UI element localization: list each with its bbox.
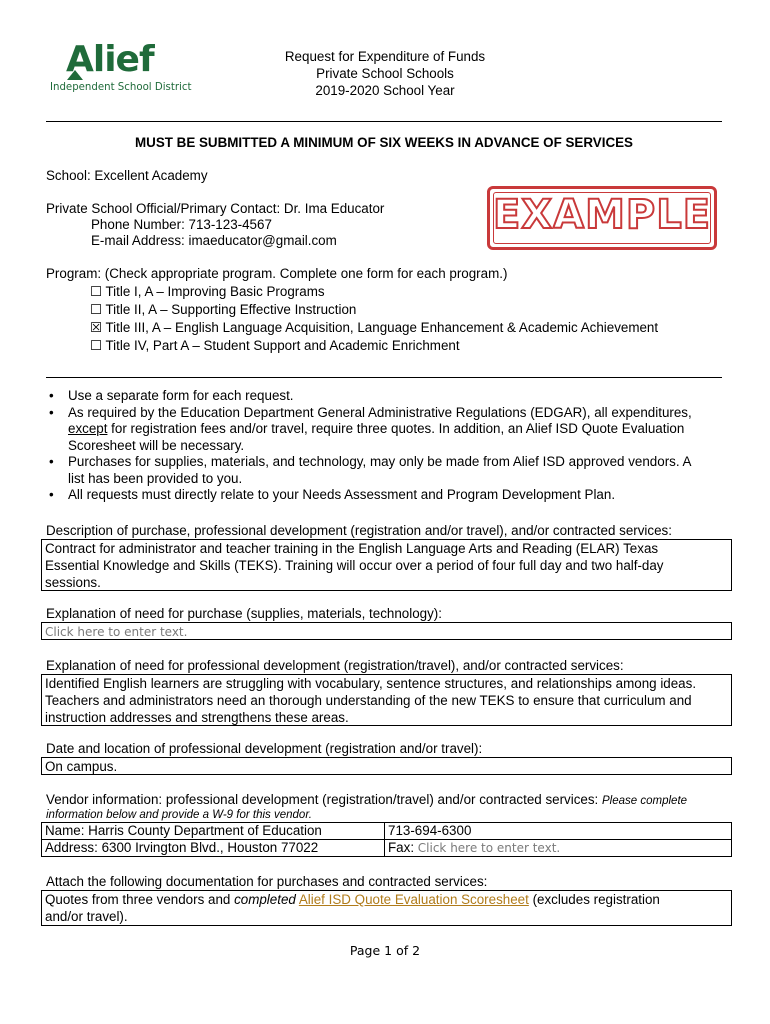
instruction-text: Purchases for supplies, materials, and technology, may only be made from Alief ISD approved vendors. A: [68, 454, 692, 469]
checkbox-icon[interactable]: ☐: [90, 284, 103, 299]
field-text: Essential Knowledge and Skills (TEKS). Training will occur over a period of four full day and two half-day: [45, 558, 664, 573]
description-label: Description of purchase, professional development (registration and/or travel), and/or contracted services:: [46, 523, 672, 538]
program-option-label: Title II, A – Supporting Effective Instruction: [105, 302, 357, 317]
school-line: School: Excellent Academy: [46, 168, 208, 183]
field-text: Identified English learners are struggling with vocabulary, sentence structures, and relationships among ideas.: [45, 676, 697, 691]
program-option[interactable]: [90, 337, 460, 355]
list-item: [46, 487, 726, 504]
form-header: [230, 48, 540, 99]
instructions-list: [46, 388, 726, 504]
scoresheet-link[interactable]: Alief ISD Quote Evaluation Scoresheet: [298, 892, 529, 907]
vendor-note: information below and provide a W-9 for this vendor.: [46, 809, 312, 821]
vendor-table: [41, 822, 732, 857]
field-text: Contract for administrator and teacher training in the English Language Arts and Reading (ELAR) Texas: [45, 541, 659, 556]
program-label: Program: (Check appropriate program. Complete one form for each program.): [46, 266, 508, 281]
program-option-label: Title IV, Part A – Student Support and Academic Enrichment: [105, 338, 460, 353]
logo-wordmark: Alief: [66, 39, 154, 80]
page-number: Page 1 of 2: [349, 943, 421, 958]
checked-checkbox-icon[interactable]: ☒: [90, 320, 103, 335]
list-item: [46, 454, 726, 487]
bullet-icon: •: [49, 454, 54, 469]
instruction-text: All requests must directly relate to your Needs Assessment and Program Development Plan.: [68, 487, 616, 502]
emphasis-completed: completed: [234, 892, 296, 907]
field-text: instruction addresses and strengthens these areas.: [45, 710, 349, 725]
divider: [46, 121, 722, 122]
field-placeholder: Click here to enter text.: [45, 625, 188, 639]
date-location-field[interactable]: [41, 757, 732, 775]
attach-field: [41, 890, 732, 926]
logo-subtitle: Independent School District: [50, 82, 192, 93]
stamp-text: EXAMPLE: [492, 192, 712, 238]
vendor-name-cell[interactable]: Name: Harris County Department of Education: [42, 823, 385, 840]
bullet-icon: •: [49, 404, 54, 420]
pd-need-label: Explanation of need for professional development (registration/travel), and/or contracted services:: [46, 658, 624, 673]
date-location-label: Date and location of professional development (registration and/or travel):: [46, 741, 483, 756]
contact-phone: Phone Number: 713-123-4567: [91, 217, 272, 232]
form-subtitle: Private School Schools: [316, 66, 454, 81]
program-option[interactable]: [90, 319, 658, 337]
fax-label: Fax:: [388, 840, 415, 855]
instruction-text: for registration fees and/or travel, require three quotes. In addition, an Alief ISD Quote Evaluation: [107, 421, 685, 436]
example-stamp: [487, 186, 717, 250]
form-title: Request for Expenditure of Funds: [284, 49, 486, 64]
divider: [46, 377, 722, 378]
bullet-icon: •: [49, 388, 54, 403]
vendor-phone-cell[interactable]: 713-694-6300: [385, 823, 732, 840]
school-year: 2019-2020 School Year: [315, 83, 455, 98]
contact-official: Private School Official/Primary Contact: Dr. Ima Educator: [46, 201, 385, 216]
supplies-label: Explanation of need for purchase (supplies, materials, technology):: [46, 606, 442, 621]
field-text: (excludes registration: [528, 892, 660, 907]
program-option[interactable]: [90, 301, 356, 319]
submission-notice: MUST BE SUBMITTED A MINIMUM OF SIX WEEKS IN ADVANCE OF SERVICES: [135, 135, 633, 150]
vendor-fax-cell[interactable]: [385, 840, 732, 857]
contact-email: E-mail Address: imaeducator@gmail.com: [91, 233, 337, 248]
bullet-icon: •: [49, 487, 54, 502]
vendor-label-text: Vendor information: professional development (registration/travel) and/or contracted services:: [46, 792, 599, 807]
pd-need-field[interactable]: [41, 674, 732, 726]
list-item: [46, 405, 726, 455]
program-option-label: Title III, A – English Language Acquisition, Language Enhancement & Academic Achievement: [105, 320, 659, 335]
vendor-note: Please complete: [602, 795, 688, 807]
field-placeholder: Click here to enter text.: [417, 841, 561, 855]
field-text: Teachers and administrators need an thorough understanding of the new TEKS to ensure that curriculum and: [45, 693, 692, 708]
alief-isd-logo: [50, 39, 192, 100]
field-text: and/or travel).: [45, 909, 128, 924]
program-option-label: Title I, A – Improving Basic Programs: [105, 284, 325, 299]
vendor-address-cell[interactable]: Address: 6300 Irvington Blvd., Houston 77022: [42, 840, 385, 857]
field-text: sessions.: [45, 575, 101, 590]
table-row: [42, 840, 732, 857]
program-option[interactable]: [90, 283, 325, 301]
supplies-field[interactable]: [41, 622, 732, 640]
instruction-text: Scoresheet will be necessary.: [68, 437, 245, 453]
instruction-text: As required by the Education Department General Administrative Regulations (EDGAR), all expenditures,: [68, 404, 692, 420]
field-text: Quotes from three vendors and: [45, 892, 235, 907]
checkbox-icon[interactable]: ☐: [90, 302, 103, 317]
emphasis-except: except: [68, 421, 108, 436]
checkbox-icon[interactable]: ☐: [90, 338, 103, 353]
table-row: [42, 823, 732, 840]
description-field[interactable]: [41, 539, 732, 591]
field-text: On campus.: [45, 759, 118, 774]
list-item: [46, 388, 726, 405]
instruction-text: list has been provided to you.: [68, 470, 243, 486]
instruction-text: Use a separate form for each request.: [68, 388, 294, 403]
attach-label: Attach the following documentation for purchases and contracted services:: [46, 874, 488, 889]
